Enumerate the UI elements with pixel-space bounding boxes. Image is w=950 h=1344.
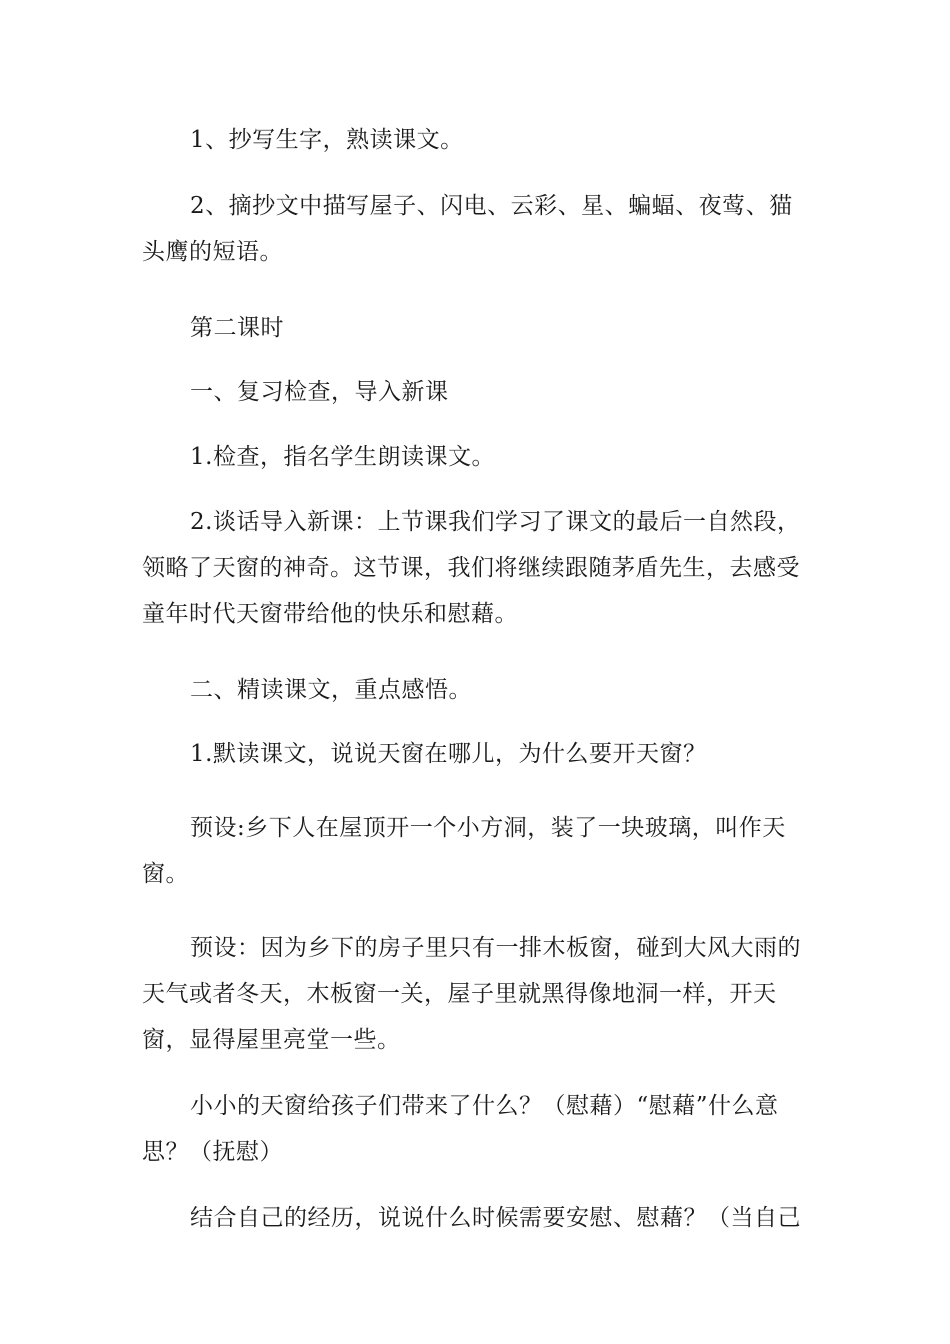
paragraph-question-2: 小小的天窗给孩子们带来了什么？（慰藉）“慰藉”什么意思？（抚慰） <box>142 1093 779 1165</box>
paragraph-answer-2: 预设：因为乡下的房子里只有一排木板窗，碰到大风大雨的天气或者冬天，木板窗一关，屋子里就黑得像地洞一样，开天窗，显得屋里亮堂一些。 <box>142 935 801 1053</box>
paragraph-question-3: 结合自己的经历，说说什么时候需要安慰、慰藉？（当自己 <box>190 1205 801 1231</box>
paragraph-homework-1: 1、抄写生字，熟读课文。 <box>190 127 464 153</box>
section-heading-review: 一、复习检查，导入新课 <box>190 379 449 405</box>
paragraph-check: 1.检查，指名学生朗读课文。 <box>190 444 495 470</box>
paragraph-answer-1: 预设:乡下人在屋顶开一个小方洞，装了一块玻璃，叫作天窗。 <box>142 815 786 887</box>
paragraph-homework-2: 2、摘抄文中描写屋子、闪电、云彩、星、蝙蝠、夜莺、猫头鹰的短语。 <box>142 193 793 265</box>
section-heading-close-reading: 二、精读课文，重点感悟。 <box>190 677 472 703</box>
section-heading-second-lesson: 第二课时 <box>190 315 284 341</box>
paragraph-question-1: 1.默读课文，说说天窗在哪儿，为什么要开天窗？ <box>190 741 707 767</box>
paragraph-introduction: 2.谈话导入新课：上节课我们学习了课文的最后一自然段，领略了天窗的神奇。这节课，我们将继续跟随茅盾先生，去感受童年时代天窗带给他的快乐和慰藉。 <box>142 509 801 627</box>
